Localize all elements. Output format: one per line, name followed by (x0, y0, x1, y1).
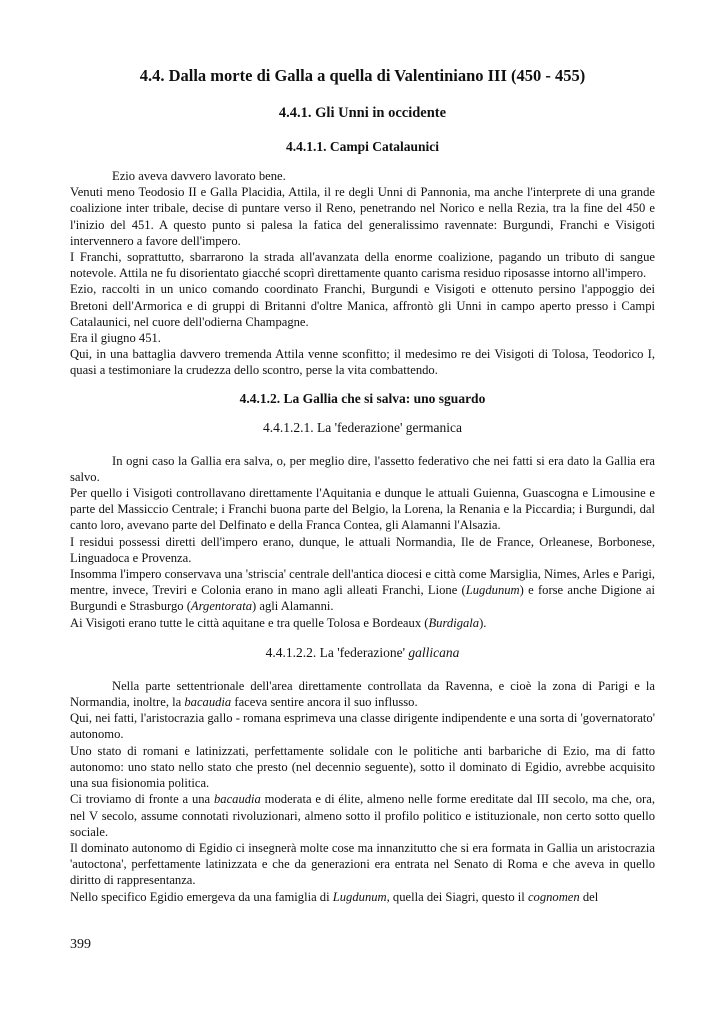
subsubsection-heading-germanica: 4.4.1.2.1. La 'federazione' germanica (262, 419, 463, 435)
italic-term: bacaudia (213, 792, 261, 807)
paragraph: Uno stato di romani e latinizzati, perfettamente solidale con le politiche anti barbariche di Ezio, ma di fatto autonomo: uno stato nello stato che presto (nel decennio seguente), sotto il dominato di Egidio, avrebbe acquisito una sua fisionomia politica. (70, 743, 655, 791)
heading-text: 4.4.1.2.2. La 'federazione' (265, 644, 409, 660)
paragraph: Venuti meno Teodosio II e Galla Placidia, Attila, il re degli Unni di Pannonia, ma anche l'interprete di una grande coalizione inter tribale, decise di puntare verso il Reno, penetrando nel Norico e nella Rezia, tra la fine del 450 e l'inizio del 451. A questo punto si palesa la fatica del generalissimo ravennate: Burgundi, Franchi e Visigoti intervennero a favore dell'impero. (70, 185, 655, 248)
text-span: ). (479, 615, 487, 630)
paragraph: Era il giugno 451. (70, 331, 161, 346)
paragraph: I Franchi, soprattutto, sbarrarono la strada all'avanzata della enorme coalizione, pagando un tributo di sangue notevole. Attila ne fu disorientato giacché scoprì direttamente quanto carisma residuo riposasse intorno all'impero. (70, 250, 655, 281)
section-heading: 4.4.1. Gli Unni in occidente (278, 105, 447, 121)
paragraph (70, 889, 655, 905)
paragraph: Qui, in una battaglia davvero tremenda Attila venne sconfitto; il medesimo re dei Visigoti di Tolosa, Teodorico I, quasi a testimoniare la crudezza dello scontro, perse la vita combattendo. (70, 347, 655, 378)
subsection-heading-campi: 4.4.1.1. Campi Catalaunici (285, 139, 439, 154)
italic-term: Lugdunum (465, 583, 520, 598)
italic-term: Argentorata (190, 599, 253, 614)
heading-italic: gallicana (408, 644, 460, 660)
text-span: Insomma l'impero conservava una 'striscia' centrale dell'antica diocesi e città come Marsiglia, Nimes, Arles e Parigi, mentre, invece, Treviri e Colonia erano in mano agli alleati Franchi, Lione ( (70, 567, 655, 598)
paragraph: Per quello i Visigoti controllavano direttamente l'Aquitania e dunque le attuali Guienna, Guascogna e Limousine e parte del Massiccio Centrale; i Franchi buona parte del Belgio, la Lorena, la Renania e la Piccardia; i Burgundi, dal canto loro, avevano parte del Delfinato e della Franca Contea, gli Alamanni l'Alsazia. (70, 486, 655, 533)
italic-term: Lugdunum, (332, 889, 390, 904)
paragraph (70, 678, 655, 710)
page-number: 399 (70, 937, 91, 952)
italic-term: Burdigala (428, 615, 480, 630)
paragraph (70, 791, 655, 840)
subsubsection-heading-gallicana (70, 645, 655, 661)
text-span: Nello specifico Egidio emergeva da una famiglia di (70, 889, 333, 904)
paragraph (70, 615, 655, 631)
text-span: del (579, 889, 599, 904)
text-span: ) e forse anche Digione ai Burgundi e Strasburgo ( (70, 583, 655, 614)
paragraph: Il dominato autonomo di Egidio ci insegnerà molte cose ma innanzitutto che si era formata in Gallia un aristocrazia 'autoctona', perfettamente latinizzata e che da generazioni era entrata nel Senato di Roma e che aveva in quello diritto di rappresentanza. (70, 840, 655, 888)
paragraph (70, 566, 655, 615)
spacer (70, 379, 655, 391)
text-span: Ci troviamo di fronte a una (70, 792, 214, 807)
page-content (70, 66, 655, 905)
text-span: quella dei Siagri, questo il (389, 889, 528, 904)
paragraph: Qui, nei fatti, l'aristocrazia gallo - romana esprimeva una classe dirigente indipendente e una sorta di 'governatorato' autonomo. (70, 711, 655, 742)
paragraph: In ogni caso la Gallia era salva, o, per meglio dire, l'assetto federativo che nei fatti si era dato la Gallia era salvo. (70, 453, 655, 484)
paragraph: Ezio aveva davvero lavorato bene. (112, 169, 286, 183)
italic-term: cognomen (527, 889, 580, 904)
paragraph: I residui possessi diretti dell'impero erano, dunque, le attuali Normandia, Ile de France, Orleanese, Borbonese, Linguadoca e Provenza. (70, 534, 655, 565)
text-span: moderata e di élite, almeno nelle forme ereditate dal III secolo, ma che, ora, nel V secolo, assume connotati rivoluzionari, almeno sotto il profilo politico e istituzionale, non certo sotto quello sociale. (70, 792, 655, 839)
text-span: ) agli Alamanni. (252, 599, 334, 614)
subsection-heading-gallia: 4.4.1.2. La Gallia che si salva: uno sguardo (239, 390, 486, 406)
paragraph: Ezio, raccolti in un unico comando coordinato Franchi, Burgundi e Visigoti e ottenuto persino l'appoggio dei Bretoni dell'Armorica e di gruppi di Britanni d'oltre Manica, affrontò gli Unni in campo aperto presso i Campi Catalaunici, nel cuore dell'odierna Champagne. (70, 282, 655, 329)
italic-term: bacaudia (184, 695, 232, 710)
text-span: faceva sentire ancora il suo influsso. (231, 695, 418, 710)
text-span: Nella parte settentrionale dell'area direttamente controllata da Ravenna, e cioè la zona di Parigi e la Normandia, inoltre, la (70, 678, 655, 710)
chapter-heading: 4.4. Dalla morte di Galla a quella di Valentiniano III (450 - 455) (139, 66, 586, 85)
spacer (70, 631, 655, 645)
text-span: Ai Visigoti erano tutte le città aquitane e tra quelle Tolosa e Bordeaux ( (70, 615, 429, 630)
